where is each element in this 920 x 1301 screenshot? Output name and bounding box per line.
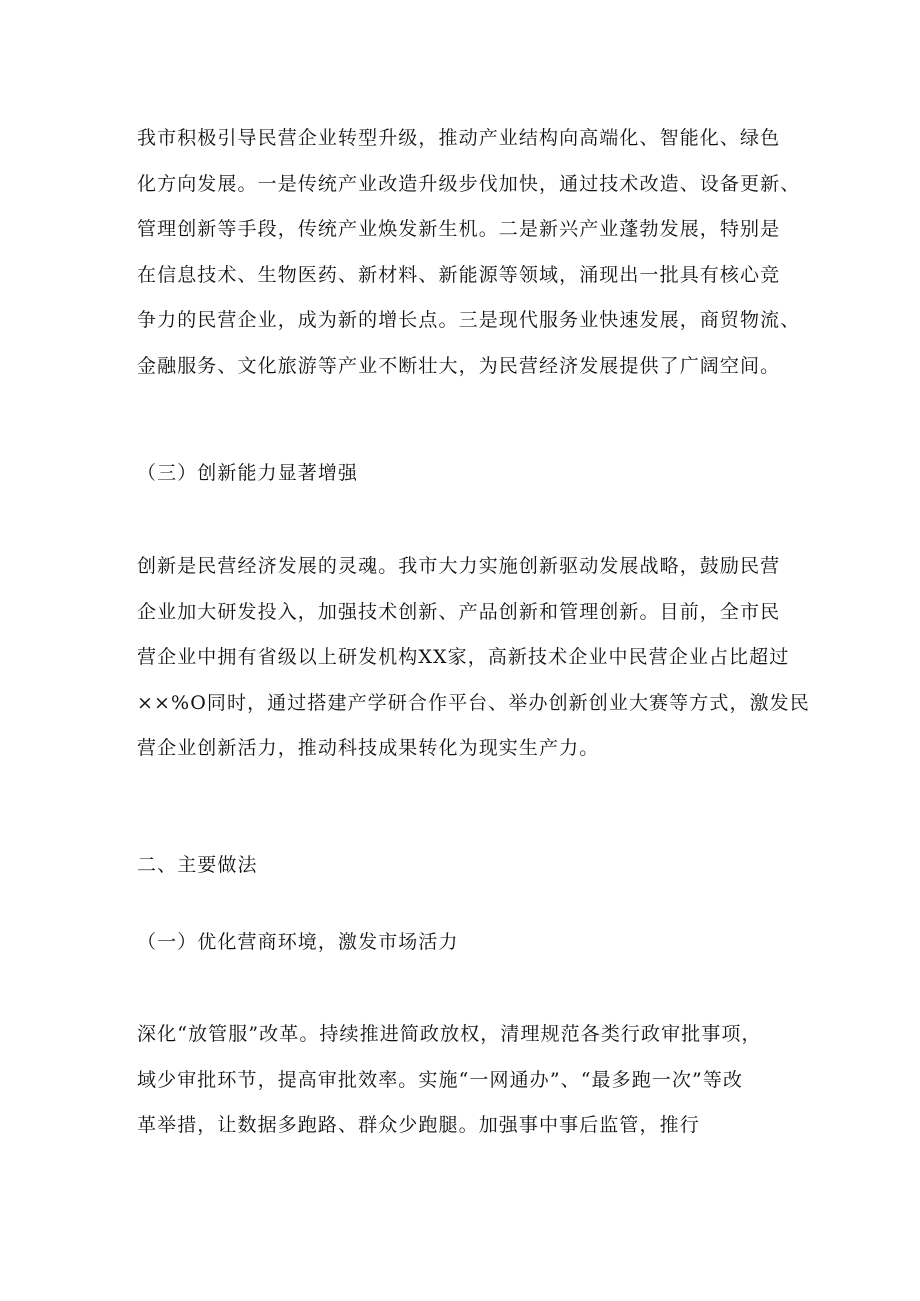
paragraph-line: 管理创新等手段，传统产业焕发新生机。二是新兴产业蓬勃发展，特别是 [137,218,781,240]
heading-business-environment: （一）优化营商环境，激发市场活力 [137,931,459,953]
paragraph-line: 在信息技术、生物医药、新材料、新能源等领域，涌现出一批具有核心竞 [137,263,781,286]
paragraph-line: 营企业中拥有省级以上研发机构XX家，高新技术企业中民营企业占比超过 [137,646,790,668]
heading-main-practices: 二、主要做法 [137,854,258,876]
paragraph-line: 企业加大研发投入，加强技术创新、产品创新和管理创新。目前，全市民 [137,600,781,623]
paragraph-line: ××%O同时，通过搭建产学研合作平台、举办创新创业大赛等方式，激发民 [137,691,810,714]
paragraph-line: 营企业创新活力，推动科技成果转化为现实生产力。 [137,737,600,759]
paragraph-line: 深化“放管服”改革。持续推进简政放权，清理规范各类行政审批事项， [137,1023,762,1045]
paragraph-line: 化方向发展。一是传统产业改造升级步伐加快，通过技术改造、设备更新、 [137,172,801,195]
paragraph-line: 域少审批环节，提高审批效率。实施“一网通办”、“最多跑一次”等改 [137,1068,744,1091]
paragraph-line: 我市积极引导民营企业转型升级，推动产业结构向高端化、智能化、绿色 [137,127,781,149]
paragraph-line: 革举措，让数据多跑路、群众少跑腿。加强事中事后监管，推行 [137,1114,700,1136]
paragraph-line: 争力的民营企业，成为新的增长点。三是现代服务业快速发展，商贸物流、 [137,309,801,331]
heading-innovation: （三）创新能力显著增强 [137,462,359,484]
paragraph-line: 创新是民营经济发展的灵魂。我市大力实施创新驱动发展战略，鼓励民营 [137,555,781,577]
paragraph-reform [137,1012,797,1149]
paragraph-line: 金融服务、文化旅游等产业不断壮大，为民营经济发展提供了广阔空间。 [137,354,781,377]
paragraph-innovation [137,544,810,772]
paragraph-industrial-upgrade [137,116,801,389]
